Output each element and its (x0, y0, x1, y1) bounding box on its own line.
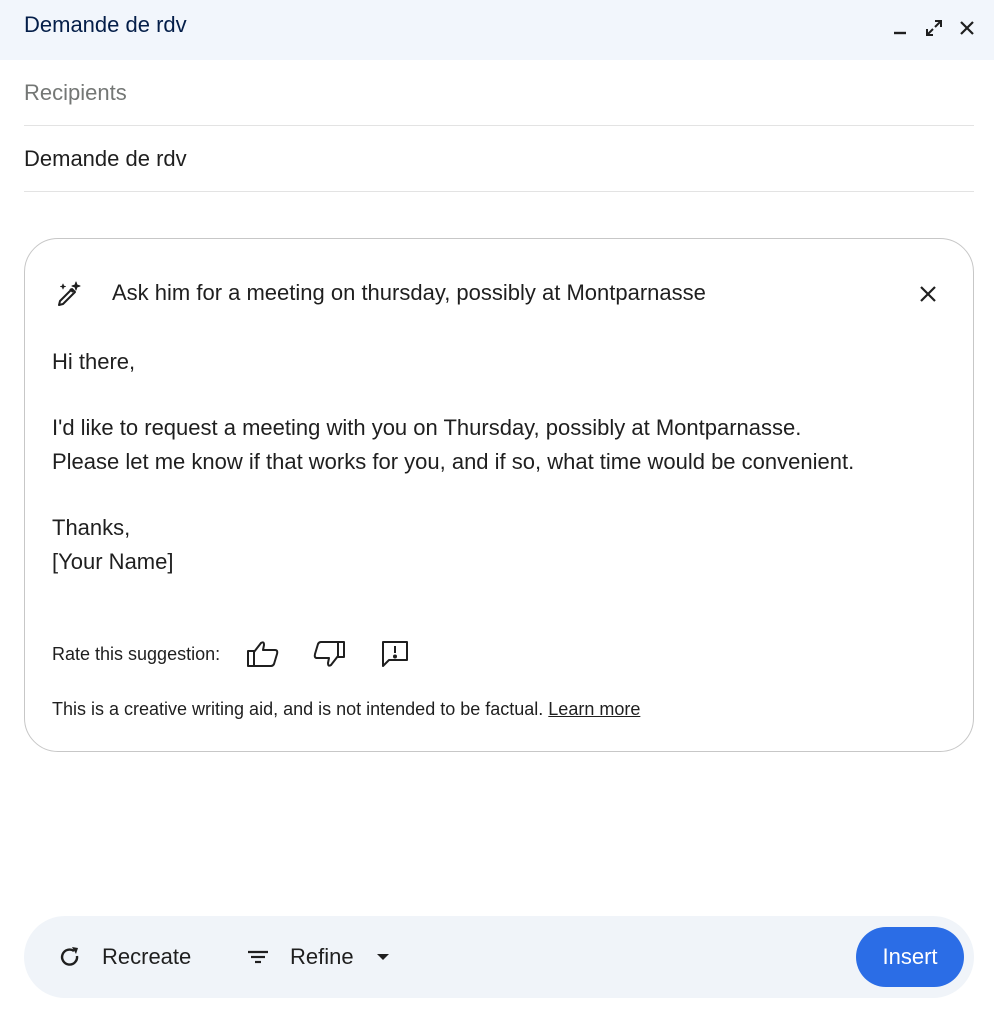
close-icon[interactable] (953, 14, 981, 42)
refine-label: Refine (290, 944, 354, 969)
window-title: Demande de rdv (24, 12, 187, 37)
subject-field[interactable]: Demande de rdv (24, 126, 974, 192)
dropdown-arrow-icon (376, 950, 390, 964)
prompt-text: Ask him for a meeting on thursday, possibly at Montparnasse (112, 280, 706, 305)
title-bar (0, 0, 994, 60)
minimize-icon[interactable] (886, 14, 914, 42)
refresh-icon (58, 945, 82, 969)
rating-row (52, 637, 438, 671)
closing-line: Thanks, (52, 515, 131, 540)
help-me-write-card (24, 238, 974, 752)
greeting-line: Hi there, (52, 349, 136, 374)
expand-icon[interactable] (920, 14, 948, 42)
magic-pen-icon (54, 279, 84, 309)
rate-label: Rate this suggestion: (52, 643, 221, 664)
report-icon[interactable] (372, 637, 418, 671)
body-line-1: I'd like to request a meeting with you on Thursday, possibly at Montparnasse. (52, 415, 802, 440)
signature-line: [Your Name] (52, 549, 174, 574)
learn-more-link[interactable]: Learn more (548, 699, 641, 719)
recreate-button[interactable] (58, 916, 191, 998)
close-suggestion-icon[interactable] (913, 279, 943, 309)
action-bar (24, 916, 974, 998)
recreate-label: Recreate (102, 944, 192, 969)
disclaimer (52, 699, 640, 720)
refine-button[interactable] (246, 916, 390, 998)
thumbs-down-icon[interactable] (306, 637, 352, 671)
thumbs-up-icon[interactable] (240, 637, 286, 671)
disclaimer-text: This is a creative writing aid, and is not intended to be factual. (52, 699, 544, 719)
filter-icon (246, 945, 270, 969)
insert-button[interactable]: Insert (856, 927, 964, 987)
recipients-field[interactable]: Recipients (24, 60, 974, 126)
suggestion-body (52, 345, 952, 579)
body-line-2: Please let me know if that works for you, and if so, what time would be convenient. (52, 449, 855, 474)
